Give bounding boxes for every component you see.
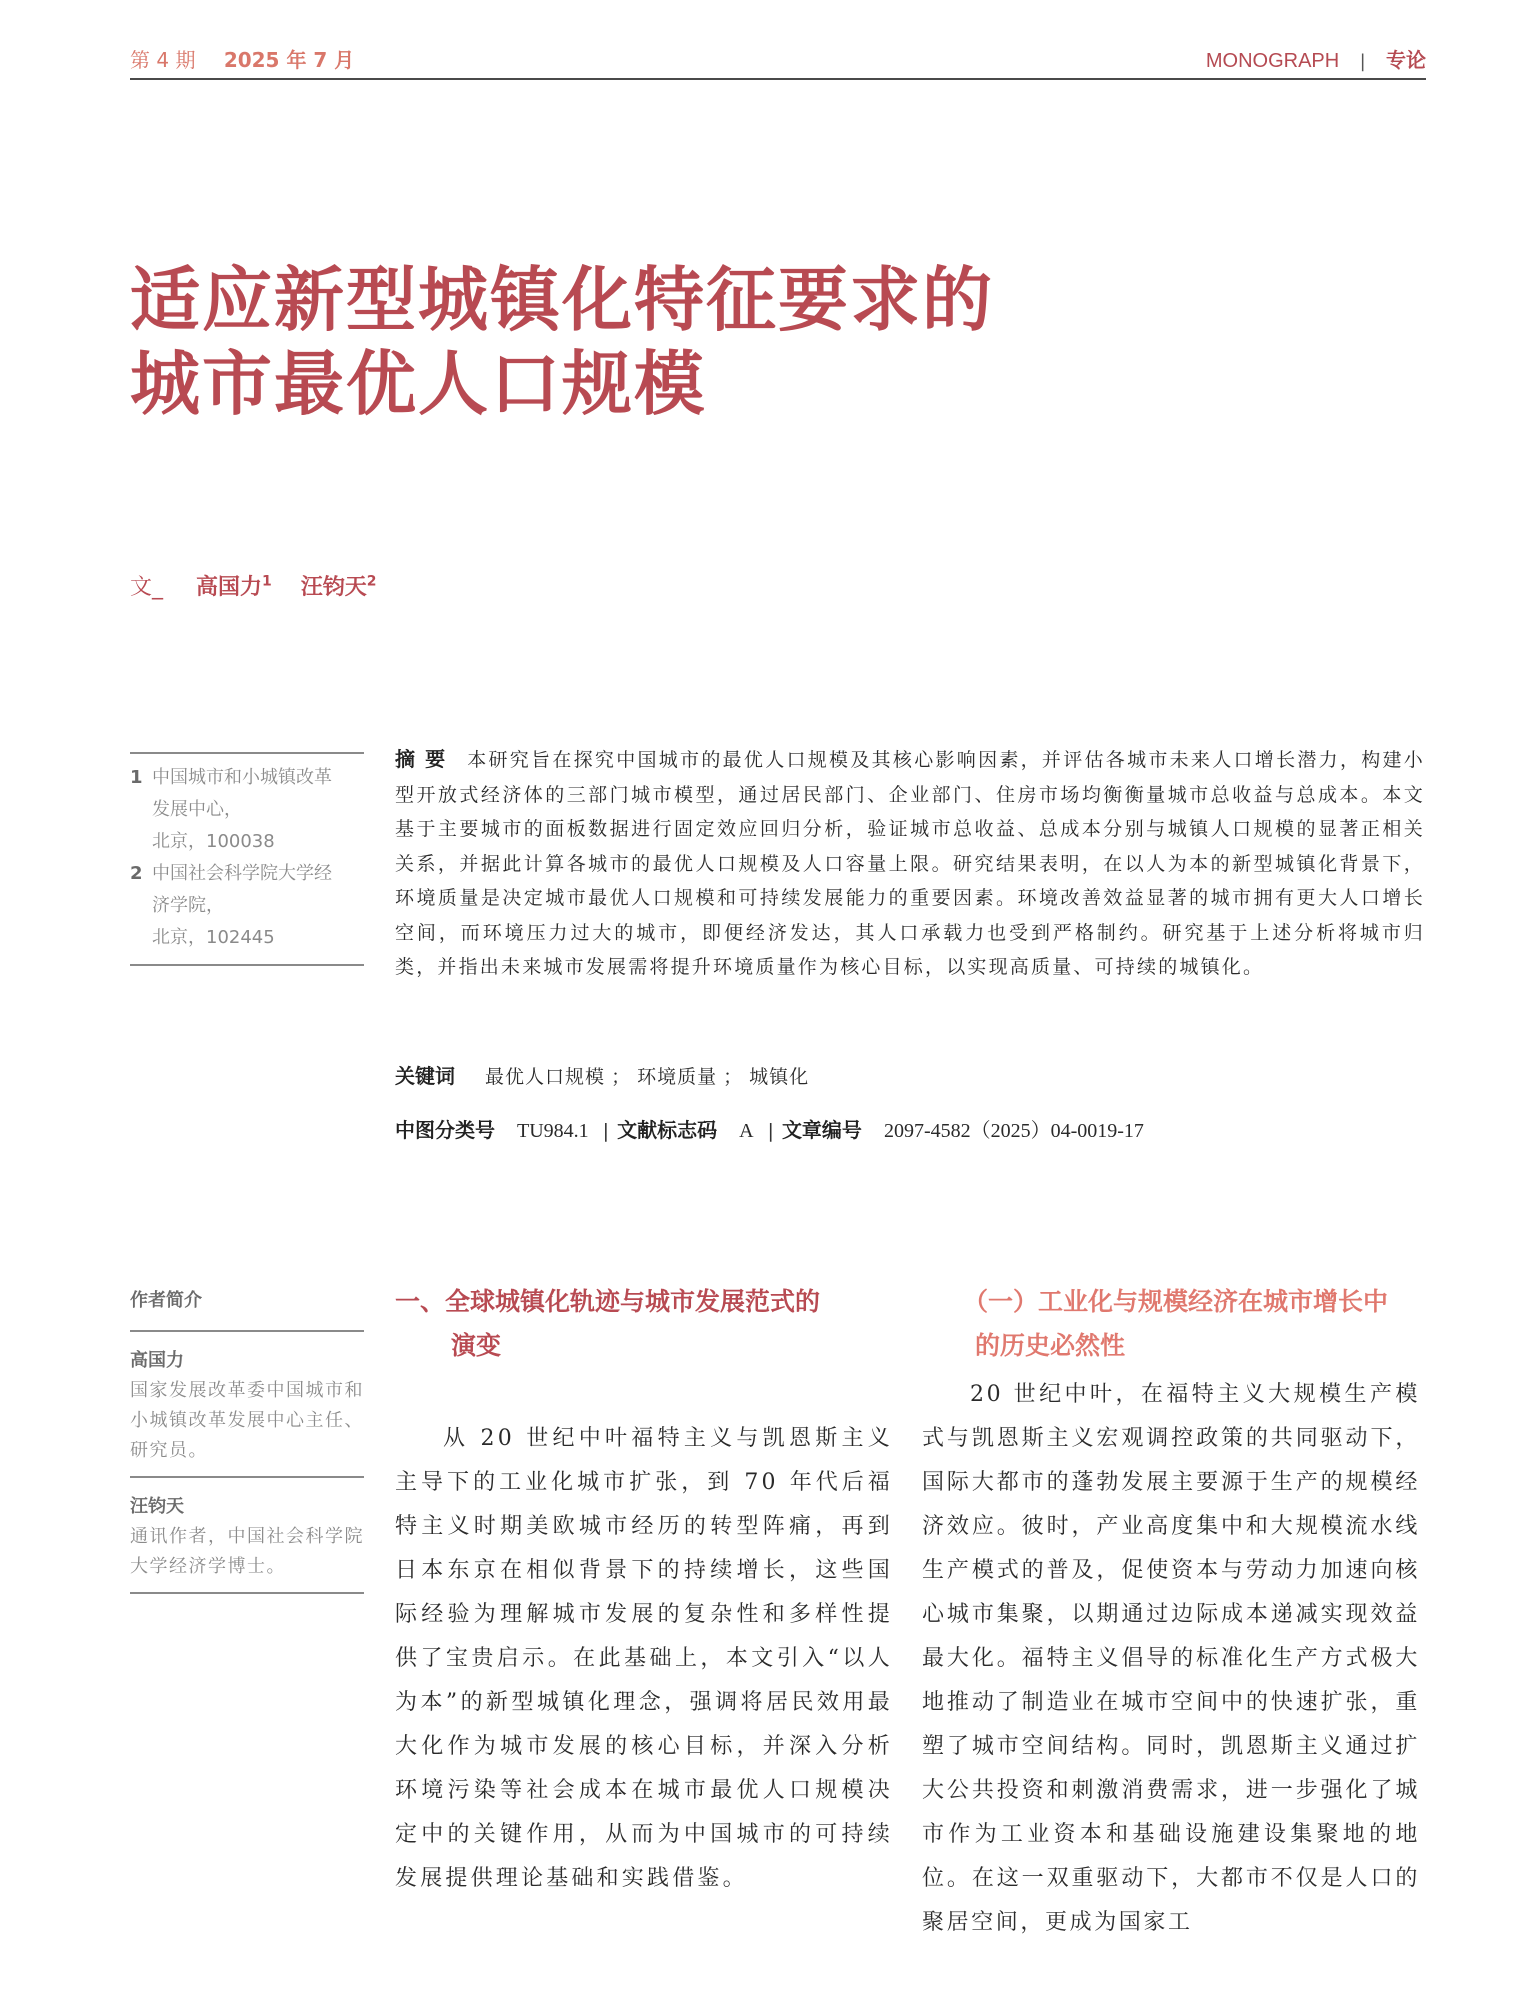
section-heading-line-1: 一、全球城镇化轨迹与城市发展范式的 bbox=[395, 1287, 821, 1316]
affiliation-number: 1 bbox=[130, 767, 143, 788]
author-name bbox=[301, 575, 377, 600]
clc-label: 中图分类号 bbox=[395, 1118, 495, 1142]
affiliation-number: 2 bbox=[130, 863, 143, 884]
issue-info bbox=[130, 44, 354, 73]
affiliation-text bbox=[152, 762, 364, 858]
author-1-name: 高国力 bbox=[196, 575, 263, 600]
abstract-text: 本研究旨在探究中国城市的最优人口规模及其核心影响因素，并评估各城市未来人口增长潜力，构建小型开放式经济体的三部门城市模型，通过居民部门、企业部门、住房市场均衡衡量城市总收益与总成本。本文基于主要城市的面板数据进行固定效应回归分析，验证城市总收益、总成本分别与城镇人口规模的显著正相关关系，并据此计算各城市的最优人口规模及人口容量上限。研究结果表明，在以人为本的新型城镇化背景下，环境质量是决定城市最优人口规模和可持续发展能力的重要因素。环境改善效益显著的城市拥有更大人口增长空间，而环境压力过大的城市，即便经济发达，其人口承载力也受到严格制约。研究基于上述分析将城市归类，并指出未来城市发展需将提升环境质量作为核心目标，以实现高质量、可持续的城镇化。 bbox=[395, 749, 1426, 978]
affiliation-line: 济学院， bbox=[152, 895, 224, 916]
magazine-tag: MONOGRAPH bbox=[1205, 50, 1340, 72]
affiliation-text bbox=[152, 858, 364, 954]
affiliations bbox=[130, 752, 364, 966]
affiliation-line: 北京，102445 bbox=[152, 927, 275, 948]
article-no-label: 文章编号 bbox=[781, 1118, 862, 1142]
classification-separator: | bbox=[767, 1120, 774, 1142]
header-separator: | bbox=[1359, 51, 1366, 72]
affiliation-item bbox=[130, 762, 364, 858]
keywords-label: 关键词 bbox=[395, 1064, 455, 1088]
author-bio-name: 高国力 bbox=[130, 1350, 184, 1371]
author-bio-name: 汪钧天 bbox=[130, 1496, 184, 1517]
affiliation-line: 中国社会科学院大学经 bbox=[152, 863, 332, 884]
author-1-affil-mark: 1 bbox=[262, 573, 272, 590]
author-2-name: 汪钧天 bbox=[300, 575, 367, 600]
author-bio-desc: 通讯作者，中国社会科学院大学经济学博士。 bbox=[130, 1526, 364, 1577]
author-bio-entry bbox=[130, 1478, 364, 1594]
author-bios bbox=[130, 1286, 364, 1594]
affiliation-line: 发展中心， bbox=[152, 799, 242, 820]
section-heading-line-2: 演变 bbox=[451, 1331, 502, 1360]
author-bios-heading: 作者简介 bbox=[130, 1286, 364, 1332]
affiliation-line: 北京，100038 bbox=[152, 831, 275, 852]
clc-value: TU984.1 bbox=[517, 1120, 589, 1142]
subsection-heading-line-2: 的历史必然性 bbox=[975, 1331, 1126, 1360]
classification-separator: | bbox=[602, 1120, 610, 1142]
subsection-paragraph: 20 世纪中叶，在福特主义大规模生产模式与凯恩斯主义宏观调控政策的共同驱动下，国际大都市的蓬勃发展主要源于生产的规模经济效应。彼时，产业高度集中和大规模流水线生产模式的普及，促使资本与劳动力加速向核心城市集聚，以期通过边际成本递减实现效益最大化。福特主义倡导的标准化生产方式极大地推动了制造业在城市空间中的快速扩张，重塑了城市空间结构。同时，凯恩斯主义通过扩大公共投资和刺激消费需求，进一步强化了城市作为工业资本和基础设施建设集聚地的地位。在这一双重驱动下，大都市不仅是人口的聚居空间，更成为国家工 bbox=[922, 1382, 1420, 1935]
running-header bbox=[130, 44, 1426, 80]
keyword: 城镇化 bbox=[749, 1066, 810, 1088]
author-bio-desc: 国家发展改革委中国城市和小城镇改革发展中心主任、研究员。 bbox=[130, 1380, 364, 1461]
author-2-affil-mark: 2 bbox=[366, 573, 377, 590]
byline bbox=[130, 570, 399, 601]
author-bio-entry bbox=[130, 1332, 364, 1478]
keyword: 最优人口规模 bbox=[485, 1066, 606, 1088]
keyword-separator: ； bbox=[611, 1066, 632, 1088]
article-no-value: 2097-4582（2025）04-0019-17 bbox=[883, 1120, 1144, 1142]
issue-number: 第 4 期 bbox=[130, 48, 196, 72]
subsection-heading bbox=[963, 1280, 1433, 1368]
abstract bbox=[395, 742, 1425, 985]
section-tag bbox=[1206, 44, 1426, 73]
column-name: 专论 bbox=[1386, 48, 1426, 72]
affiliation-line: 中国城市和小城镇改革 bbox=[152, 767, 332, 788]
byline-prefix: 文_ bbox=[130, 575, 164, 600]
abstract-label: 摘要 bbox=[395, 747, 456, 771]
author-name bbox=[196, 575, 272, 600]
article-title bbox=[130, 258, 1230, 426]
issue-date: 2025 年 7 月 bbox=[223, 48, 355, 72]
title-line-1: 适应新型城镇化特征要求的 bbox=[130, 259, 994, 341]
doc-code-value: A bbox=[739, 1120, 754, 1142]
keyword: 环境质量 bbox=[637, 1066, 718, 1088]
affiliation-item bbox=[130, 858, 364, 954]
keyword-separator: ； bbox=[723, 1066, 744, 1088]
subsection-heading-line-1: （一）工业化与规模经济在城市增长中 bbox=[963, 1287, 1389, 1316]
section-heading bbox=[395, 1280, 895, 1368]
classification-info bbox=[395, 1114, 1158, 1143]
doc-code-label: 文献标志码 bbox=[617, 1118, 718, 1142]
keywords bbox=[395, 1060, 809, 1089]
title-line-2: 城市最优人口规模 bbox=[130, 343, 706, 425]
section-paragraph: 从 20 世纪中叶福特主义与凯恩斯主义主导下的工业化城市扩张，到 70 年代后福特主义时期美欧城市经历的转型阵痛，再到日本东京在相似背景下的持续增长，这些国际经验为理解城市发展的复杂性和多样性提供了宝贵启示。在此基础上，本文引入“以人为本”的新型城镇化理念，强调将居民效用最大化作为城市发展的核心目标，并深入分析环境污染等社会成本在城市最优人口规模决定中的关键作用，从而为中国城市的可持续发展提供理论基础和实践借鉴。 bbox=[395, 1426, 893, 1891]
